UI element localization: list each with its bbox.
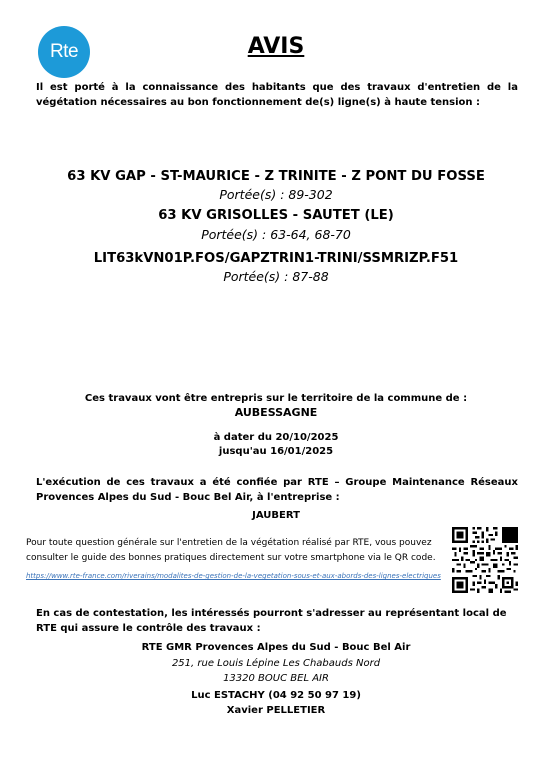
line-name-3: LIT63kVN01P.FOS/GAPZTRIN1-TRINI/SSMRIZP.F51 <box>93 251 459 266</box>
end-date: jusqu'au 16/01/2025 <box>218 446 334 457</box>
address-line-1: 251, rue Louis Lépine Les Chabauds Nord <box>171 658 381 669</box>
page-title: AVIS <box>247 34 305 59</box>
question-paragraph: Pour toute question générale sur l'entretien de la végétation réalisé par RTE, vous pouvez consulter le guide des bonnes pratiques directement sur votre smartphone via le QR code. <box>26 538 436 563</box>
representative-org: RTE GMR Provences Alpes du Sud - Bouc Bel Air <box>141 642 411 653</box>
line-spans-3: Portée(s) : 87-88 <box>223 269 329 284</box>
contact-1: Luc ESTACHY (04 92 50 97 19) <box>191 690 361 701</box>
address-line-2: 13320 BOUC BEL AIR <box>223 673 329 684</box>
territory-text: Ces travaux vont être entrepris sur le territoire de la commune de : <box>84 393 468 404</box>
qr-code-icon <box>452 527 518 593</box>
contestation-paragraph: En cas de contestation, les intéressés pourront s'adresser au représentant local de RTE qui assure le contrôle des travaux : <box>36 608 507 634</box>
company-name: JAUBERT <box>252 510 300 521</box>
contact-2: Xavier PELLETIER <box>226 705 326 716</box>
line-spans-2: Portée(s) : 63-64, 68-70 <box>201 227 351 242</box>
start-date: à dater du 20/10/2025 <box>213 432 339 443</box>
commune-name: AUBESSAGNE <box>234 406 318 419</box>
line-spans-1: Portée(s) : 89-302 <box>219 187 333 202</box>
rte-logo-text: Rte <box>49 41 79 62</box>
intro-paragraph: Il est porté à la connaissance des habitants que des travaux d'entretien de la végétation nécessaires au bon fonctionnement de(s) ligne(s) à haute tension : <box>36 82 518 108</box>
execution-paragraph: L'exécution de ces travaux a été confiée par RTE – Groupe Maintenance Réseaux Provences Alpes du Sud - Bouc Bel Air, à l'entreprise : <box>36 477 518 503</box>
guide-link[interactable]: https://www.rte-france.com/riverains/modalites-de-gestion-de-la-vegetation-sous-et-aux-abords-des-lignes-electriques <box>26 572 441 580</box>
line-name-2: 63 KV GRISOLLES - SAUTET (LE) <box>158 208 394 223</box>
line-name-1: 63 KV GAP - ST-MAURICE - Z TRINITE - Z PONT DU FOSSE <box>67 169 485 184</box>
